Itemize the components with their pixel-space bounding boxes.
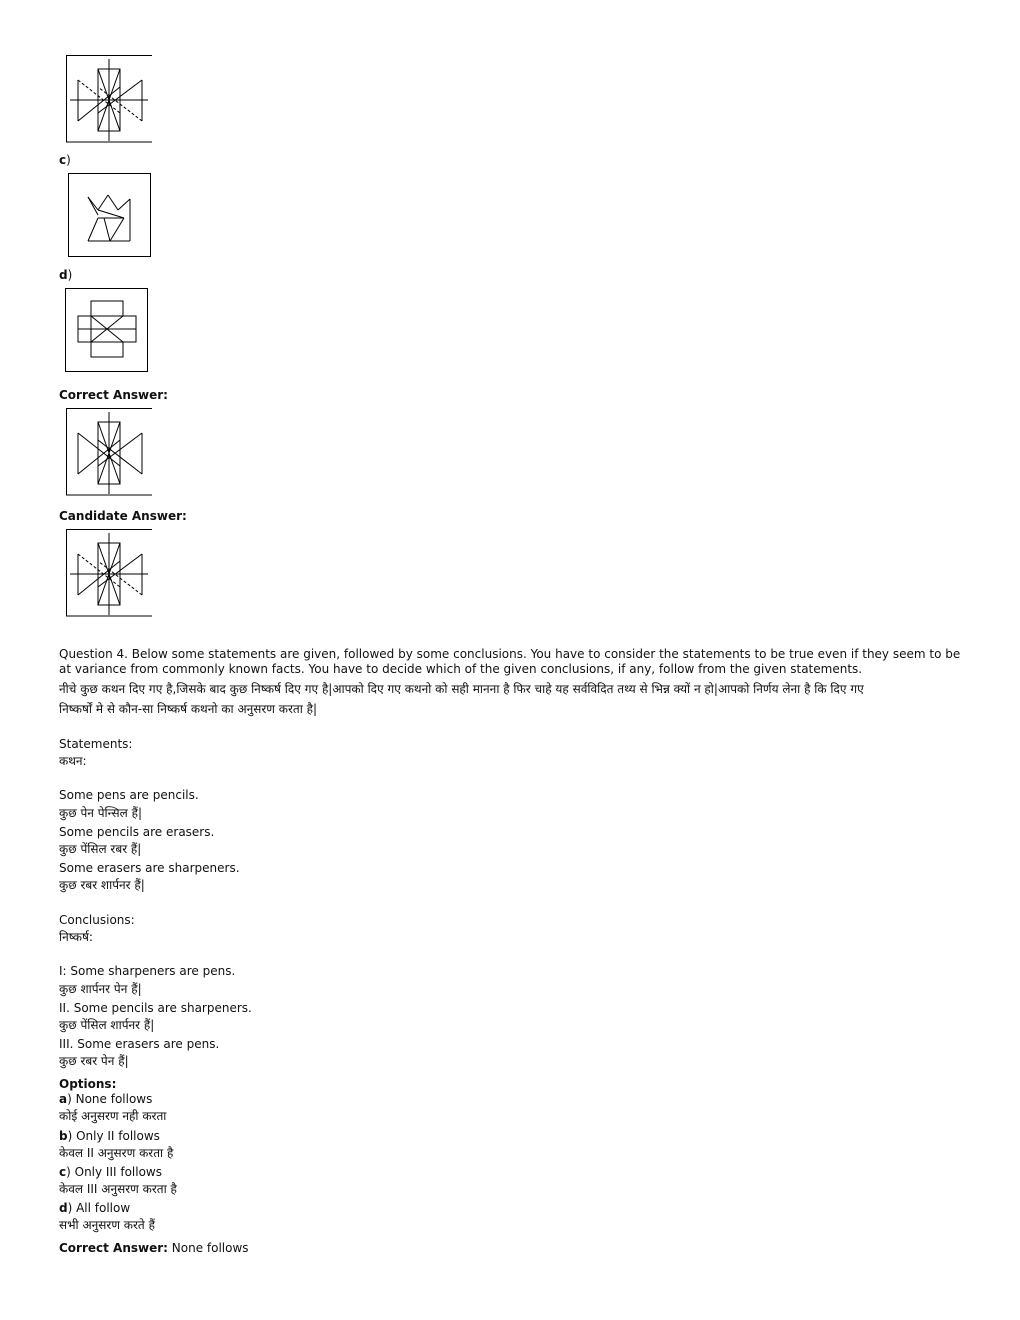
- correct-answer-figure: [66, 408, 154, 498]
- options-heading: Options:: [59, 1077, 117, 1091]
- option-a-text: ) None follows: [67, 1092, 153, 1106]
- candidate-answer-figure: [66, 529, 154, 619]
- statements-heading-hi: कथन:: [59, 754, 87, 768]
- conclusion-1-hi: कुछ शार्पनर पेन हैं|: [59, 982, 142, 996]
- statement-2-en: Some pencils are erasers.: [59, 825, 215, 839]
- option-a: [59, 1090, 152, 1108]
- question-4-correct-answer: [59, 1239, 249, 1257]
- conclusion-2-hi: कुछ पेंसिल शार्पनर हैं|: [59, 1018, 155, 1032]
- conclusion-3-en: III. Some erasers are pens.: [59, 1037, 220, 1051]
- option-b-figure: [66, 55, 154, 145]
- statement-1-en: Some pens are pencils.: [59, 788, 199, 802]
- statements-heading-en: Statements:: [59, 737, 133, 751]
- conclusion-1-en: I: Some sharpeners are pens.: [59, 964, 236, 978]
- option-a-hi: कोई अनुसरण नही करता: [59, 1109, 167, 1123]
- option-c: [59, 1163, 162, 1181]
- option-d: [59, 1199, 130, 1217]
- question-4-intro-hi-1: नीचे कुछ कथन दिए गए है,जिसके बाद कुछ निष्कर्ष दिए गए है|आपको दिए गए कथनो को सही मानना है फिर चाहे यह सर्वविदित तथ्य से भिन्न क्यों न हो|आपको निर्णय लेना है कि दिए गए: [59, 682, 864, 696]
- statement-3-en: Some erasers are sharpeners.: [59, 861, 240, 875]
- option-d-figure: [65, 288, 149, 374]
- question-4-intro-hi-2: निष्कर्षों मे से कौन-सा निष्कर्ष कथनो का अनुसरण करता है|: [59, 702, 318, 716]
- option-c-label: c): [59, 153, 71, 167]
- option-b: [59, 1127, 160, 1145]
- question-4-correct-label: Correct Answer:: [59, 1241, 168, 1255]
- option-c-text: ) Only III follows: [66, 1165, 162, 1179]
- statement-1-hi: कुछ पेन पेन्सिल हैं|: [59, 806, 142, 820]
- option-a-key: a: [59, 1092, 68, 1106]
- question-4-correct-value: None follows: [167, 1241, 249, 1255]
- option-c-key: c: [59, 1165, 67, 1179]
- option-d-text: ) All follow: [67, 1201, 131, 1215]
- conclusions-heading-en: Conclusions:: [59, 913, 135, 927]
- option-b-key: b: [59, 1129, 68, 1143]
- option-d-hi: सभी अनुसरण करते हैं: [59, 1218, 155, 1232]
- option-d-key: d: [59, 1201, 68, 1215]
- statement-2-hi: कुछ पेंसिल रबर हैं|: [59, 842, 142, 856]
- statement-3-hi: कुछ रबर शार्पनर हैं|: [59, 878, 145, 892]
- conclusions-heading-hi: निष्कर्ष:: [59, 930, 93, 944]
- conclusion-2-en: II. Some pencils are sharpeners.: [59, 1001, 252, 1015]
- question-4-intro-en: Question 4. Below some statements are given, followed by some conclusions. You have to consider the statements to be true even if they seem to be at variance from commonly known facts. You have to decide which of the given conclusions, if any, follow from the given statements.: [59, 647, 961, 676]
- option-c-figure: [68, 173, 152, 259]
- option-c-hi: केवल III अनुसरण करता है: [59, 1182, 177, 1196]
- candidate-answer-label: Candidate Answer:: [59, 509, 187, 523]
- correct-answer-label: Correct Answer:: [59, 388, 168, 402]
- option-b-text: ) Only II follows: [67, 1129, 160, 1143]
- option-b-hi: केवल II अनुसरण करता है: [59, 1146, 174, 1160]
- conclusion-3-hi: कुछ रबर पेन हैं|: [59, 1054, 129, 1068]
- option-d-label: d): [59, 268, 73, 282]
